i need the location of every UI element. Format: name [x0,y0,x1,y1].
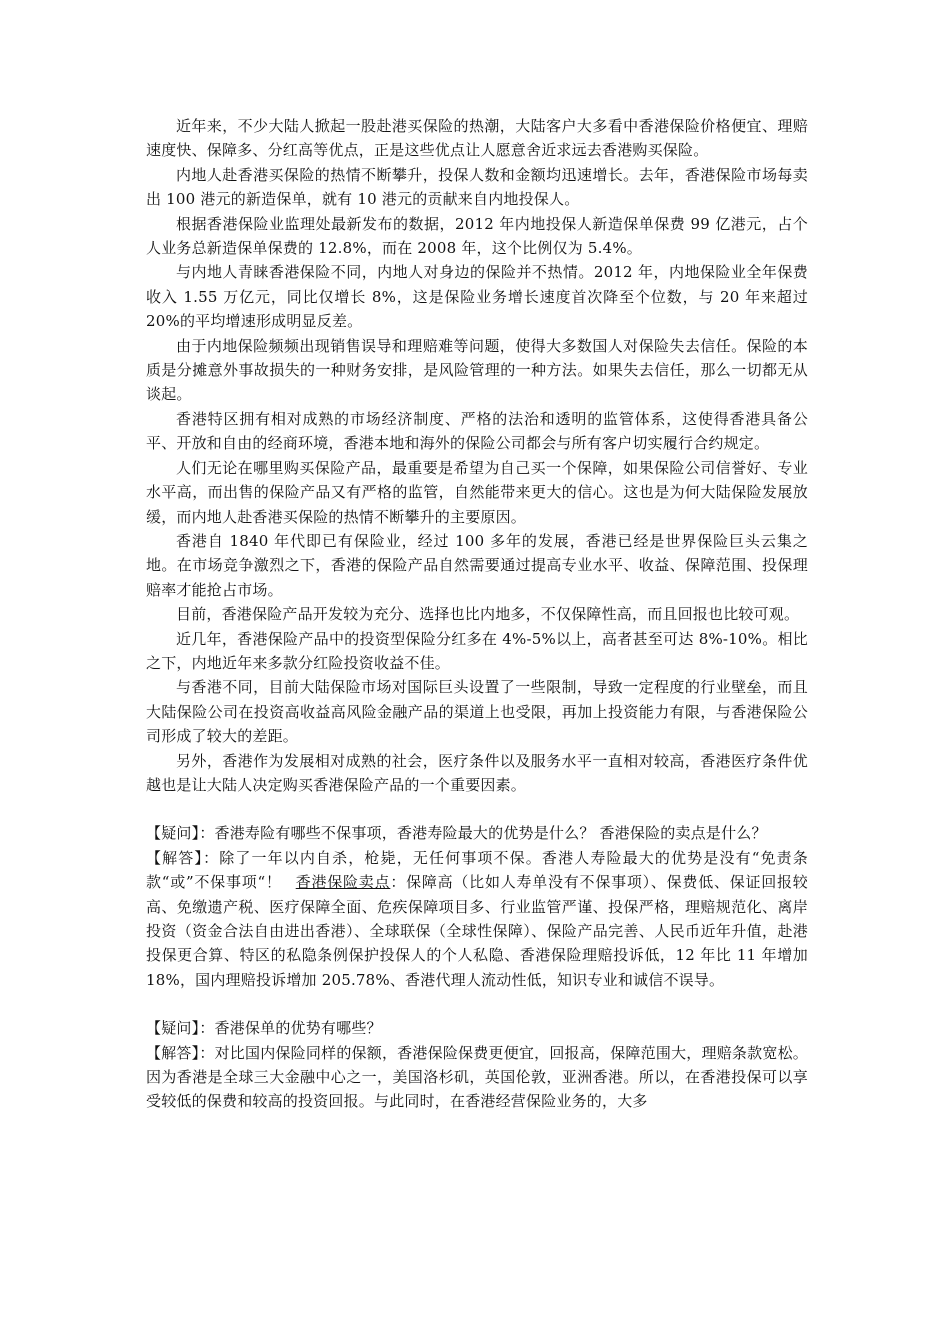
paragraph: 内地人赴香港买保险的热情不断攀升，投保人数和金额均迅速增长。去年，香港保险市场每卖出 100 港元的新造保单，就有 10 港元的贡献来自内地投保人。 [146,165,808,209]
underlined-phrase: 香港保险卖点 [295,873,391,892]
answer [146,1041,808,1114]
answer-tag: 【解答】 [146,848,204,867]
qa-section-2 [146,1016,808,1114]
qa-section-1 [146,821,808,992]
question-tag: 【疑问】 [146,824,200,843]
question [146,821,808,845]
question [146,1016,808,1040]
paragraph: 与香港不同，目前大陆保险市场对国际巨头设置了一些限制，导致一定程度的行业壁垒，而且大陆保险公司在投资高收益高风险金融产品的渠道上也受限，再加上投资能力有限，与香港保险公司形成了较大的差距。 [146,678,808,746]
paragraph: 近几年，香港保险产品中的投资型保险分红多在 4%-5%以上，高者甚至可达 8%-10%。相比之下，内地近年来多款分红险投资收益不佳。 [146,629,808,672]
answer-text: ：除了一年以内自杀，枪毙，无任何事项不保。香港人寿险最大的优势是没有“免责条款“或”不保事项“！ [146,848,808,892]
answer-tag: 【解答】 [146,1043,200,1062]
paragraph: 根据香港保险业监理处最新发布的数据，2012 年内地投保人新造保单保费 99 亿港元，占个人业务总新造保单保费的 12.8%，而在 2008 年，这个比例仅为 5.4%。 [146,214,808,258]
paragraph: 另外，香港作为发展相对成熟的社会，医疗条件以及服务水平一直相对较高，香港医疗条件优越也是让大陆人决定购买香港保险产品的一个重要因素。 [146,751,808,794]
paragraph: 香港自 1840 年代即已有保险业，经过 100 多年的发展，香港已经是世界保险巨头云集之地。在市场竞争激烈之下，香港的保险产品自然需要通过提高专业水平、收益、保障范围、投保理赔率才能抢占市场。 [146,531,808,599]
paragraph: 香港特区拥有相对成熟的市场经济制度、严格的法治和透明的监管体系，这使得香港具备公平、开放和自由的经商环境，香港本地和海外的保险公司都会与所有客户切实履行合约规定。 [146,409,808,453]
paragraph: 由于内地保险频频出现销售误导和理赔难等问题，使得大多数国人对保险失去信任。保险的本质是分摊意外事故损失的一种财务安排，是风险管理的一种方法。如果失去信任，那么一切都无从谈起。 [146,336,808,404]
paragraph: 近年来，不少大陆人掀起一股赴港买保险的热潮，大陆客户大多看中香港保险价格便宜、理赔速度快、保障多、分红高等优点，正是这些优点让人愿意舍近求远去香港购买保险。 [146,117,808,160]
answer-text: ：对比国内保险同样的保额，香港保险保费更便宜，回报高，保障范围大，理赔条款宽松。因为香港是全球三大金融中心之一，美国洛杉矶，英国伦敦，亚洲香港。所以，在香港投保可以享受较低的保费和较高的投资回报。与此同时，在香港经营保险业务的，大多 [146,1043,808,1111]
question-text: ：香港保单的优势有哪些？ [199,1019,382,1038]
question-text: ：香港寿险有哪些不保事项，香港寿险最大的优势是什么？ 香港保险的卖点是什么？ [199,824,767,843]
answer [146,846,808,992]
question-tag: 【疑问】 [146,1019,200,1038]
paragraph: 目前，香港保险产品开发较为充分、选择也比内地多，不仅保障性高，而且回报也比较可观。 [176,605,800,624]
document-page [146,114,808,1114]
paragraph: 人们无论在哪里购买保险产品，最重要是希望为自己买一个保障，如果保险公司信誉好、专业水平高，而出售的保险产品又有严格的监管，自然能带来更大的信心。这也是为何大陆保险发展放缓，而内地人赴香港买保险的热情不断攀升的主要原因。 [146,458,808,526]
article-body [146,114,808,797]
answer-text-continued: ：保障高（比如人寿单没有不保事项）、保费低、保证回报较高、免缴遗产税、医疗保障全面、危疾保障项目多、行业监管严谨、投保严格，理赔规范化、离岸投资（资金合法自由进出香港）、全球联保（全球性保障）、保险产品完善、人民币近年升值，赴港投保更合算、特区的私隐条例保护投保人的个人私隐、香港保险理赔投诉低，12 年比 11 年增加 18%，国内理赔投诉增加 205.78%、香港代理人流动性低，知识专业和诚信不误导。 [146,873,809,989]
paragraph: 与内地人青睐香港保险不同，内地人对身边的保险并不热情。2012 年，内地保险业全年保费收入 1.55 万亿元，同比仅增长 8%，这是保险业务增长速度首次降至个位数，与 20 年来超过 20%的平均增速形成明显反差。 [146,263,808,331]
